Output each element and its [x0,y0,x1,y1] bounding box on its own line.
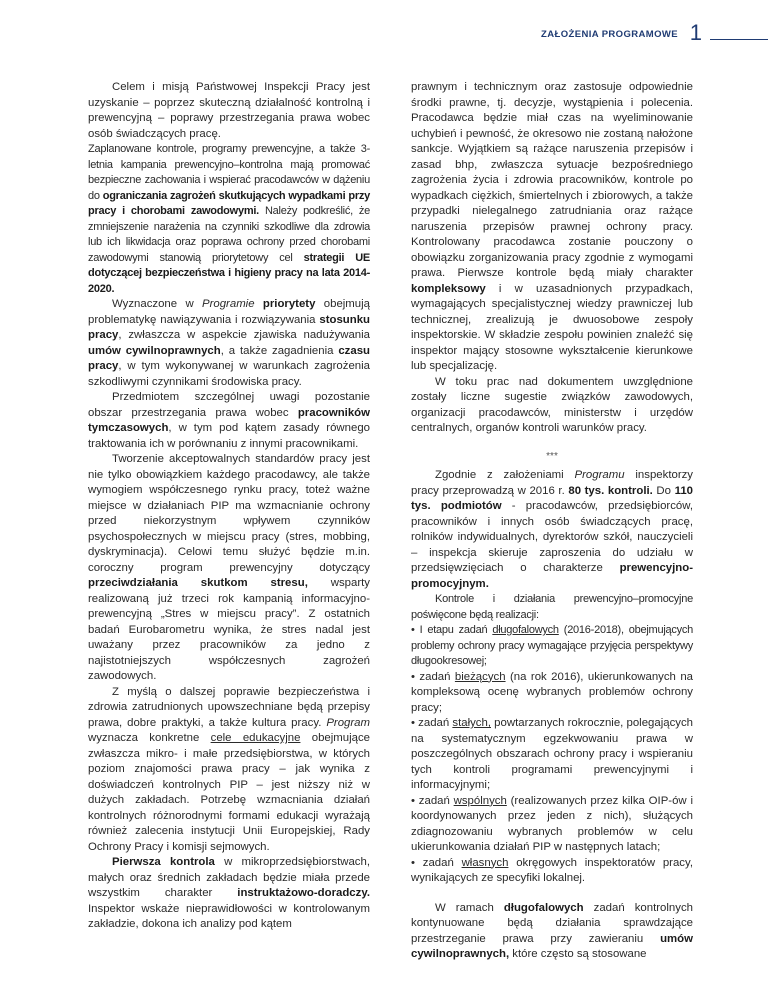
page-header [0,20,768,50]
header-rule [710,39,768,40]
paragraph: Zgodnie z założeniami Programu inspektorzy pracy przeprowadzą w 2016 r. 80 tys. kontroli. Do 110 tys. podmiotów - pracodawców, przedsiębiorców, pracowników i innych osób świadczących pracę, rolników indywidualnych, dyrektorów szkół, nauczycieli – inspekcja skieruje zaproszenia do udziału w przedsięwzięciach o charakterze prewencyjno-promocyjnym. [411,469,694,590]
paragraph: W ramach długofalowych zadań kontrolnych kontynuowane będą działania sprawdzające przestrzeganie prawa przy zawieraniu umów cywilnoprawnych, które często są stosowane [411,901,693,960]
right-column [411,80,693,963]
paragraph: Tworzenie akceptowalnych standardów pracy jest nie tylko obowiązkiem każdego pracodawcy, ale także wymogiem współczesnego rynku pracy, toteż ważne miejsce w działaniach PIP ma wzmacnianie ochrony przed niekorzystnym wpływem czynników psychospołecznych w miejscu pracy (stres, mobbing, dyskryminacja). Celowi temu służyć będzie m.in. coroczny program prewencyjny dotyczący przeciwdziałania skutkom stresu, wsparty realizowaną już trzeci rok kampanią informacyjno-prewencyjną „Stres w miejscu pracy”. Z ostatnich badań Eurobarometru wynika, że stres nadal jest uważany przez pracowników za jedno z najistotniejszych współczesnych zagrożeń zawodowych. [88,453,370,682]
paragraph: Przedmiotem szczególnej uwagi pozostanie obszar przestrzegania prawa wobec pracowników tymczasowych, w tym pod kątem zasady równego traktowania ich w porównaniu z innymi pracownikami. [88,391,370,450]
paragraph: Pierwsza kontrola w mikroprzedsiębiorstwach, małych oraz średnich zakładach będzie miała przede wszystkim charakter instruktażowo-doradczy. Inspektor wskaże nieprawidłowości w kontrolowanym zakładzie, dokona ich analizy pod kątem [88,856,371,930]
paragraph: Wyznaczone w Programie priorytety obejmują problematykę nawiązywania i rozwiązywania stosunku pracy, zwłaszcza w aspekcie zjawiska nadużywania umów cywilnoprawnych, a także zagadnienia czasu pracy, w tym wykonywanej w warunkach zagrożenia szkodliwymi czynnikami środowiska pracy. [88,298,370,388]
paragraph: Zaplanowane kontrole, programy prewencyjne, a także 3-letnia kampania prewencyjno–kontrolna mają promować bezpieczne zachowania i wspierać pracodawców w dążeniu do ograniczania zagrożeń skutkujących wypadkami przy pracy i chorobami zawodowymi. Należy podkreślić, że zmniejszenie narażenia na czynniki szkodliwe dla zdrowia lub ich likwidacja oraz poprawa ochrony przed chorobami zawodowymi stanowią priorytetowy cel strategii UE dotyczącej bezpieczeństwa i higieny pracy na lata 2014-2020. [88,143,370,295]
left-column [88,80,370,933]
chapter-number: 1 [689,20,702,45]
paragraph: W toku prac nad dokumentem uwzględnione zostały liczne sugestie związków zawodowych, organizacji pracodawców, ministerstw i urzędów centralnych, organów kontroli warunków pracy. [411,375,693,434]
paragraph: prawnym i technicznym oraz zastosuje odpowiednie środki prawne, tj. decyzje, wystąpienia i polecenia. Pracodawca będzie miał czas na wyeliminowanie uchybień i pewność, że okresowo nie zostaną nałożone sankcje. Wyjątkiem są rażące naruszenia przepisów i zasad bhp, zwłaszcza sytuacje bezpośredniego zagrożenia życia i zdrowia pracowników, kontrole po wypadkach ciężkich, śmiertelnych i zbiorowych, a także przypadki nielegalnego zatrudniania oraz rażące naruszenia przepisów prawnej ochrony pracy. Kontrolowany pracodawca zostanie pouczony o obowiązku zorganizowania pracy zgodnie z wymogami prawa. Pierwsze kontrole będą miały charakter kompleksowy i w uzasadnionych przypadkach, wymagających specjalistycznej wiedzy prawniczej lub technicznej, zrealizują je dwuosobowe zespoły inspektorskie. W składzie zespołu powinien znaleźć się inspektor mający stosowne wykształcenie kierunkowe lub specjalizację. [411,81,693,372]
chapter-title: ZAŁOŻENIA PROGRAMOWE [541,29,678,40]
list-item: • zadań bieżących (na rok 2016), ukierunkowanych na kompleksową ocenę wybranych problemów ochrony pracy; [411,670,694,714]
list-item: • zadań własnych okręgowych inspektoratów pracy, wynikających ze specyfiki lokalnej. [411,856,693,884]
list-item: • I etapu zadań długofalowych (2016-2018), obejmujących problemy ochrony pracy wymagające przyjęcia perspektywy długookresowej; [411,624,693,667]
paragraph: Kontrole i działania prewencyjno–promocyjne poświęcone będą realizacji: [411,593,693,621]
list-item: • zadań wspólnych (realizowanych przez kilka OIP-ów i koordynowanych przez jeden z nich), służących zdiagnozowaniu wybranych problemów w celu ukierunkowania działań PIP w następnych latach; [411,794,693,853]
spacer [411,887,693,901]
list-item: • zadań stałych, powtarzanych rokrocznie, polegających na systematycznym egzekwowaniu prawa w poszczególnych obszarach ochrony pracy i wspieraniu tych kontroli programami prewencyjnymi i informacyjnymi; [411,717,693,791]
section-separator: *** [546,450,558,462]
paragraph: Z myślą o dalszej poprawie bezpieczeństwa i zdrowia zatrudnionych upowszechniane będą przepisy prawa, dobre praktyki, a także kultura pracy. Program wyznacza konkretne cele edukacyjne obejmujące zwłaszcza mikro- i małe przedsiębiorstwa, w których poziom znajomości prawa pracy – jak wynika z doświadczeń kontrolnych PIP – jest niższy niż w dużych zakładach. Potrzebę wzmacniania działań kontrolnych różnorodnymi formami edukacji wyrażają również zalecenia instytucji Unii Europejskiej, Rady Ochrony Pracy i komisji sejmowych. [88,685,371,853]
paragraph: Celem i misją Państwowej Inspekcji Pracy jest uzyskanie – poprzez skuteczną działalność kontrolną i prewencyjną – poprawy przestrzegania prawa wobec osób świadczących pracę. [88,81,370,140]
